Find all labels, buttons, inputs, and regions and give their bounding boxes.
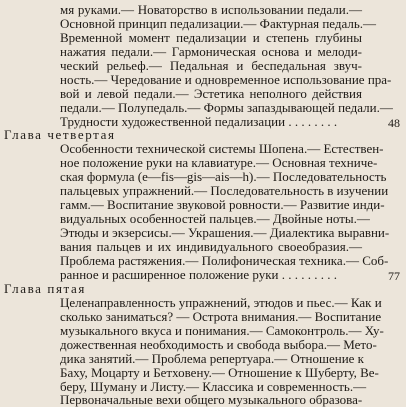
- page-number: 77: [388, 269, 400, 283]
- toc-line: Первоначальные вехи общего музыкального образова-: [60, 392, 363, 407]
- toc-line: вой и левой педали.— Эстетика неполного действия: [60, 86, 362, 101]
- toc-line: педали.— Полупедаль.— Формы запаздывающей педали.—: [60, 100, 393, 115]
- toc-line: мя руками.— Новаторство в использовании педали.—: [60, 2, 362, 17]
- toc-line: вания пальцев и их индивидуального своеобразия.—: [60, 239, 362, 254]
- toc-line: ческий рельеф.— Педальная и беспедальная звуч-: [60, 58, 362, 73]
- toc-line: сколько заниматься? — Острота внимания.— Воспитание: [60, 309, 382, 324]
- toc-line: Временной момент педализации и степень глубины: [60, 30, 362, 45]
- toc-line: дожественная необходимость и свобода выбора.— Мето-: [60, 337, 377, 352]
- toc-line: нажатия педали.— Гармоническая основа и мелоди-: [60, 44, 362, 59]
- toc-line: Этюды и экзерсисы.— Украшения.— Диалектика выравни-: [60, 225, 390, 240]
- toc-line: ность.— Чередование и одновременное использование пра-: [60, 72, 392, 87]
- toc-line: Проблема растяжения.— Полифоническая техника.— Соб-: [60, 253, 389, 268]
- toc-line-last: Трудности художественной педализации . . . . . . . .: [60, 114, 338, 129]
- toc-line: Основной принцип педализации.— Фактурная педаль.—: [60, 16, 377, 31]
- toc-line: Особенности технической системы Шопена.— Естествен-: [60, 141, 384, 156]
- toc-line: видуальных особенностей пальцев.— Двойные ноты.—: [60, 211, 370, 226]
- toc-line: Баху, Моцарту и Бетховену.— Отношение к Шуберту, Ве-: [60, 365, 379, 380]
- page-number: 48: [388, 116, 400, 130]
- toc-line: гамм.— Воспитание звуковой ровности.— Развитие инди-: [60, 197, 385, 212]
- toc-line: Целенаправленность упражнений, этюдов и пьес.— Как и: [60, 295, 382, 310]
- toc-line: ное положение руки на клавиатуре.— Основная техниче-: [60, 155, 378, 170]
- chapter-heading: Глава пятая: [4, 281, 86, 296]
- toc-line: музыкального вкуса и понимания.— Самоконтроль.— Ху-: [60, 323, 384, 338]
- toc-line: ская формула (e—fis—gis—ais—h).— Последовательность: [60, 169, 387, 184]
- toc-line: беру, Шуману и Листу.— Классика и современность.—: [60, 379, 367, 394]
- toc-line: пальцевых упражнений.— Последовательность в изучении: [60, 183, 389, 198]
- toc-line: дика занятий.— Проблема репертуара.— Отношение к: [60, 351, 365, 366]
- chapter-heading: Глава четвертая: [4, 127, 116, 142]
- toc-line-last: ранное и расширенное положение руки . . . . . . . . .: [60, 267, 338, 282]
